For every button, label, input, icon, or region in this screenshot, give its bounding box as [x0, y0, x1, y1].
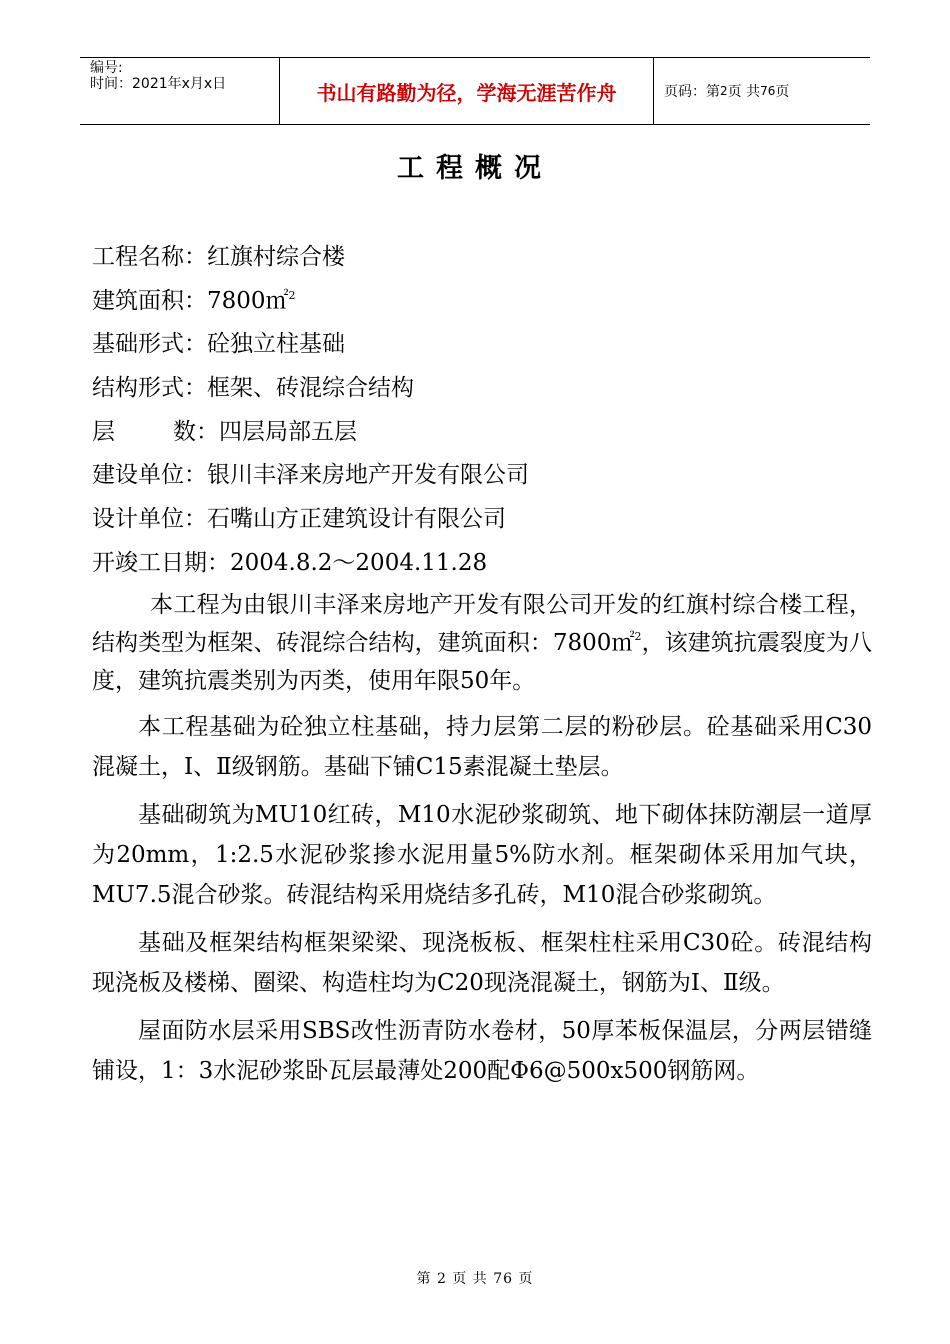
page-footer: 第 2 页 共 76 页: [416, 1271, 534, 1287]
paragraph-roof: 屋面防水层采用SBS改性沥青防水卷材，50厚苯板保温层，分两层错缝铺设，1：3水泥砂浆卧瓦层最薄处200配Φ6@500x500钢筋网。: [92, 1018, 872, 1084]
time-label: 时间：2021年x月x日: [90, 76, 227, 92]
header-page-info: 页码：第 2 页 共 76 页: [664, 84, 790, 100]
number-label: 编号:: [90, 60, 123, 76]
project-info: [92, 236, 882, 586]
page-title: 工程概况: [397, 153, 553, 184]
paragraph-foundation: 本工程基础为砼独立柱基础，持力层第二层的粉砂层。砼基础采用C30混凝土，Ⅰ、Ⅱ级钢筋。基础下铺C15素混凝土垫层。: [92, 714, 872, 780]
info-foundation: 基础形式：砼独立柱基础: [92, 331, 345, 358]
info-dates: 开竣工日期：2004.8.2～2004.11.28: [92, 549, 488, 576]
paragraph-masonry: 基础砌筑为MU10红砖，M10水泥砂浆砌筑、地下砌体抹防潮层一道厚为20mm，1:2.5水泥砂浆掺水泥用量5%防水剂。框架砌体采用加气块，MU7.5混合砂浆。砖混结构采用烧结多孔砖，M10混合砂浆砌筑。: [92, 802, 872, 908]
header-meta: [80, 58, 280, 124]
page-number: 2: [720, 84, 728, 98]
header-motto: 书山有路勤为径，学海无涯苦作舟: [280, 58, 654, 124]
info-building-area: 建筑面积：7800㎡$^2$: [92, 287, 296, 314]
info-floors: 层 数：四层局部五层: [92, 418, 357, 445]
info-structure: 结构形式：框架、砖混综合结构: [92, 375, 414, 402]
paragraph-concrete: 基础及框架结构框架梁梁、现浇板板、框架柱柱采用C30砼。砖混结构现浇板及楼梯、圈梁、构造柱均为C20现浇混凝土，钢筋为Ⅰ、Ⅱ级。: [92, 930, 872, 996]
info-project-name: 工程名称：红旗村综合楼: [92, 244, 345, 270]
paragraph-overview: 本工程为由银川丰泽来房地产开发有限公司开发的红旗村综合楼工程，结构类型为框架、砖混综合结构，建筑面积：7800㎡$^2$，该建筑抗震裂度为八度，建筑抗震类别为丙类，使用年限50年。: [92, 592, 873, 694]
page-header: [80, 57, 870, 125]
description: [92, 586, 872, 1099]
page-total: 76: [760, 84, 776, 98]
info-designer: 设计单位：石嘴山方正建筑设计有限公司: [92, 506, 506, 533]
info-builder: 建设单位：银川丰泽来房地产开发有限公司: [92, 462, 529, 489]
